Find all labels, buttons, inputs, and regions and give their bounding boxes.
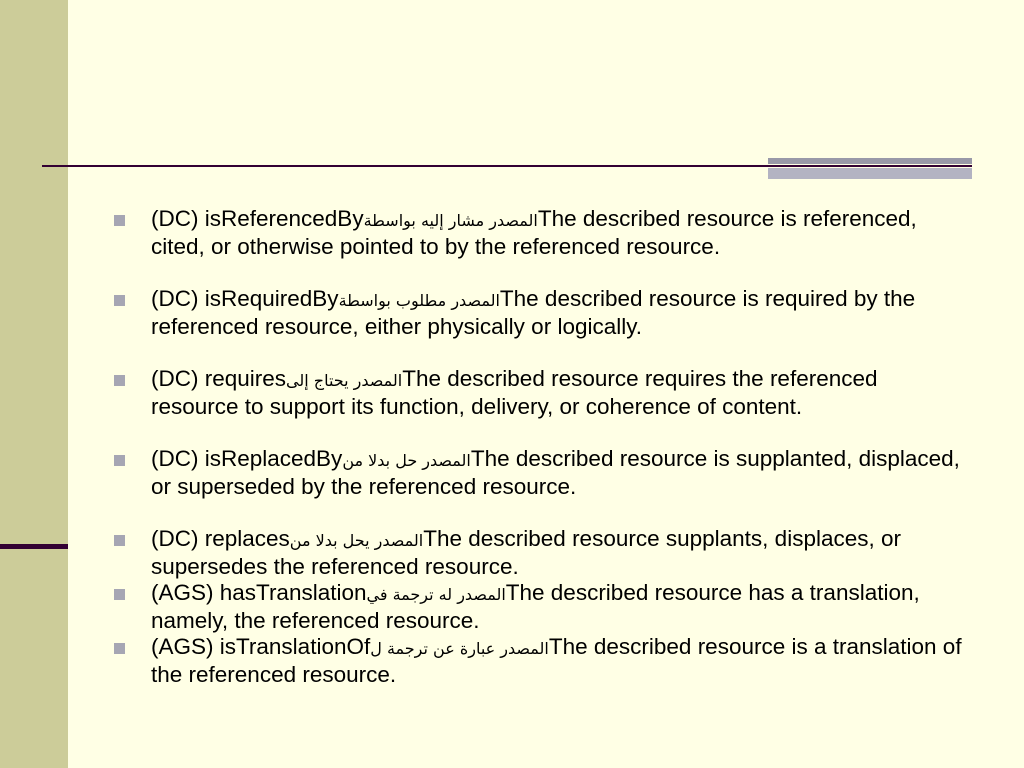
arabic-term: المصدر له ترجمة في	[366, 585, 506, 604]
term-prefix: (DC) replaces	[151, 526, 290, 551]
list-item	[112, 206, 962, 260]
term-description: The described resource requires the referenced resource to support its function, delivery, or coherence of content.	[151, 366, 878, 419]
term-description: The described resource is referenced, cited, or otherwise pointed to by the referenced resource.	[151, 206, 917, 259]
term-prefix: (DC) isRequiredBy	[151, 286, 339, 311]
term-prefix: (DC) isReplacedBy	[151, 446, 343, 471]
arabic-term: المصدر عبارة عن ترجمة ل	[370, 639, 549, 658]
term-description: The described resource is required by the referenced resource, either physically or logically.	[151, 286, 916, 339]
divider-accent-block-bottom	[768, 168, 972, 179]
arabic-term: المصدر حل بدلا من	[342, 451, 471, 470]
term-description: The described resource is supplanted, displaced, or superseded by the referenced resource.	[151, 446, 960, 499]
list-item	[112, 526, 962, 580]
list-item	[112, 366, 962, 420]
bullet-list	[112, 206, 962, 688]
square-bullet-icon	[114, 643, 125, 654]
list-item	[112, 286, 962, 340]
square-bullet-icon	[114, 535, 125, 546]
list-item	[112, 580, 962, 634]
square-bullet-icon	[114, 215, 125, 226]
term-prefix: (AGS) isTranslationOf	[151, 634, 371, 659]
term-description: The described resource supplants, displaces, or supersedes the referenced resource.	[151, 526, 901, 579]
term-prefix: (DC) requires	[151, 366, 287, 391]
square-bullet-icon	[114, 455, 125, 466]
term-prefix: (DC) isReferencedBy	[151, 206, 364, 231]
arabic-term: المصدر يحل بدلا من	[289, 531, 424, 550]
arabic-term: المصدر مشار إليه بواسطة	[363, 211, 538, 230]
list-item	[112, 446, 962, 500]
square-bullet-icon	[114, 375, 125, 386]
square-bullet-icon	[114, 295, 125, 306]
divider-accent-block-top	[768, 158, 972, 164]
term-description: The described resource is a translation of the referenced resource.	[151, 634, 962, 687]
term-prefix: (AGS) hasTranslation	[151, 580, 367, 605]
sidebar-accent-line	[0, 544, 68, 549]
list-item	[112, 634, 962, 688]
left-sidebar-band	[0, 0, 68, 768]
title-divider-rule	[42, 165, 972, 167]
arabic-term: المصدر يحتاج إلى	[286, 371, 403, 390]
term-description: The described resource has a translation, namely, the referenced resource.	[151, 580, 920, 633]
arabic-term: المصدر مطلوب بواسطة	[338, 291, 500, 310]
square-bullet-icon	[114, 589, 125, 600]
